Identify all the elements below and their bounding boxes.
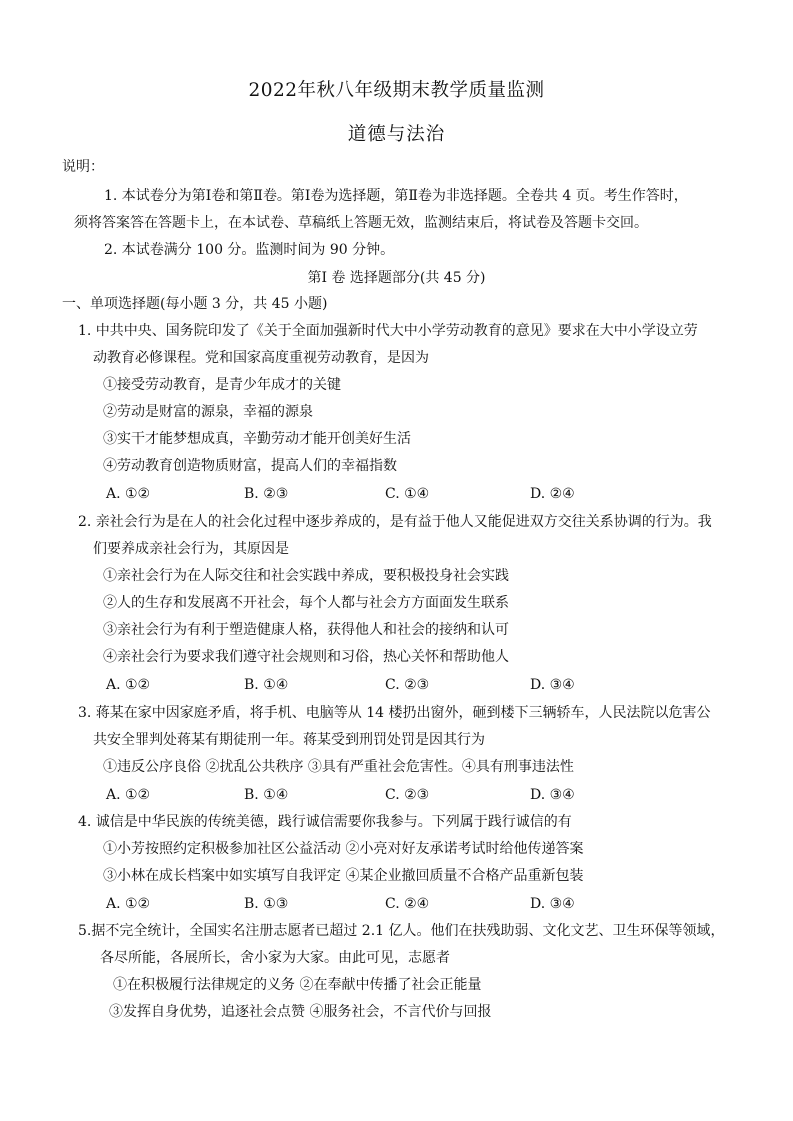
question-1-stem-line-2: 动教育必修课程。党和国家高度重视劳动教育，是因为: [93, 350, 429, 366]
instructions-heading: 说明：: [62, 159, 104, 175]
option-c: C. ②③: [385, 787, 430, 803]
option-a: A. ①②: [106, 787, 151, 803]
question-2-stem-line-1: 2. 亲社会行为是在人的社会化过程中逐步养成的，是有益于他人又能促进双方交往关系协调的行为。我: [78, 514, 712, 530]
option-a: A. ①②: [106, 677, 151, 693]
part-heading: 一、单项选择题(每小题 3 分，共 45 小题): [62, 296, 328, 312]
option-d: D. ③④: [530, 787, 575, 803]
question-3-stem-line-1: 3. 蒋某在家中因家庭矛盾，将手机、电脑等从 14 楼扔出窗外，砸到楼下三辆轿车，人民法院以危害公: [78, 705, 711, 721]
instruction-1-line-1: 1. 本试卷分为第Ⅰ卷和第Ⅱ卷。第Ⅰ卷为选择题，第Ⅱ卷为非选择题。全卷共 4 页。考生作答时，: [104, 188, 688, 204]
option-d: D. ③④: [530, 677, 575, 693]
option-d: D. ②④: [530, 486, 575, 502]
question-1-statement: ②劳动是财富的源泉，幸福的源泉: [103, 404, 313, 420]
section-heading: 第Ⅰ 卷 选择题部分(共 45 分): [307, 270, 486, 286]
question-5-statement: ③发挥自身优势，追逐社会点赞 ④服务社会，不言代价与回报: [109, 1004, 492, 1020]
instruction-2: 2. 本试卷满分 100 分。监测时间为 90 分钟。: [104, 242, 395, 258]
question-5-stem-line-1: 5.据不完全统计，全国实名注册志愿者已超过 2.1 亿人。他们在扶残助弱、文化文艺、卫生环保等领域，: [78, 923, 725, 939]
question-5-statement: ①在积极履行法律规定的义务 ②在奉献中传播了社会正能量: [113, 977, 482, 993]
question-2-statement: ③亲社会行为有利于塑造健康人格，获得他人和社会的接纳和认可: [103, 622, 509, 638]
option-b: B. ①③: [244, 896, 289, 912]
question-4-statement: ③小林在成长档案中如实填写自我评定 ④某企业撤回质量不合格产品重新包装: [103, 868, 584, 884]
instruction-1-line-2: 须将答案答在答题卡上，在本试卷、草稿纸上答题无效，监测结束后，将试卷及答题卡交回。: [74, 215, 648, 231]
exam-title: 2022年秋八年级期末教学质量监测: [248, 80, 545, 101]
option-c: C. ①④: [385, 486, 430, 502]
question-1-stem-line-1: 1. 中共中央、国务院印发了《关于全面加强新时代大中小学劳动教育的意见》要求在大中小学设立劳: [78, 323, 698, 339]
option-c: C. ②④: [385, 896, 430, 912]
subject-title: 道德与法治: [347, 124, 446, 145]
option-a: A. ①②: [106, 486, 151, 502]
option-b: B. ②③: [244, 486, 289, 502]
question-2-statement: ④亲社会行为要求我们遵守社会规则和习俗，热心关怀和帮助他人: [103, 649, 509, 665]
question-2-statement: ①亲社会行为在人际交往和社会实践中养成，要积极投身社会实践: [103, 568, 509, 584]
option-b: B. ①④: [244, 787, 289, 803]
question-4-statement: ①小芳按照约定积极参加社区公益活动 ②小亮对好友承诺考试时给他传递答案: [103, 841, 584, 857]
option-b: B. ①④: [244, 677, 289, 693]
question-1-statement: ①接受劳动教育，是青少年成才的关键: [103, 377, 341, 393]
question-1-statement: ④劳动教育创造物质财富，提高人们的幸福指数: [103, 458, 397, 474]
option-a: A. ①②: [106, 896, 151, 912]
question-2-stem-line-2: 们要养成亲社会行为，其原因是: [93, 541, 289, 557]
option-d: D. ③④: [530, 896, 575, 912]
question-1-statement: ③实干才能梦想成真，辛勤劳动才能开创美好生活: [103, 431, 411, 447]
question-4-stem-line-1: 4. 诚信是中华民族的传统美德，践行诚信需要你我参与。下列属于践行诚信的有: [78, 814, 572, 830]
question-3-stem-line-2: 共安全罪判处蒋某有期徒刑一年。蒋某受到刑罚处罚是因其行为: [93, 732, 485, 748]
option-c: C. ②③: [385, 677, 430, 693]
question-5-stem-line-2: 各尽所能，各展所长，舍小家为大家。由此可见，志愿者: [100, 950, 450, 966]
question-2-statement: ②人的生存和发展离不开社会，每个人都与社会方方面面发生联系: [103, 595, 509, 611]
question-3-statement: ①违反公序良俗 ②扰乱公共秩序 ③具有严重社会危害性。④具有刑事违法性: [103, 759, 574, 775]
